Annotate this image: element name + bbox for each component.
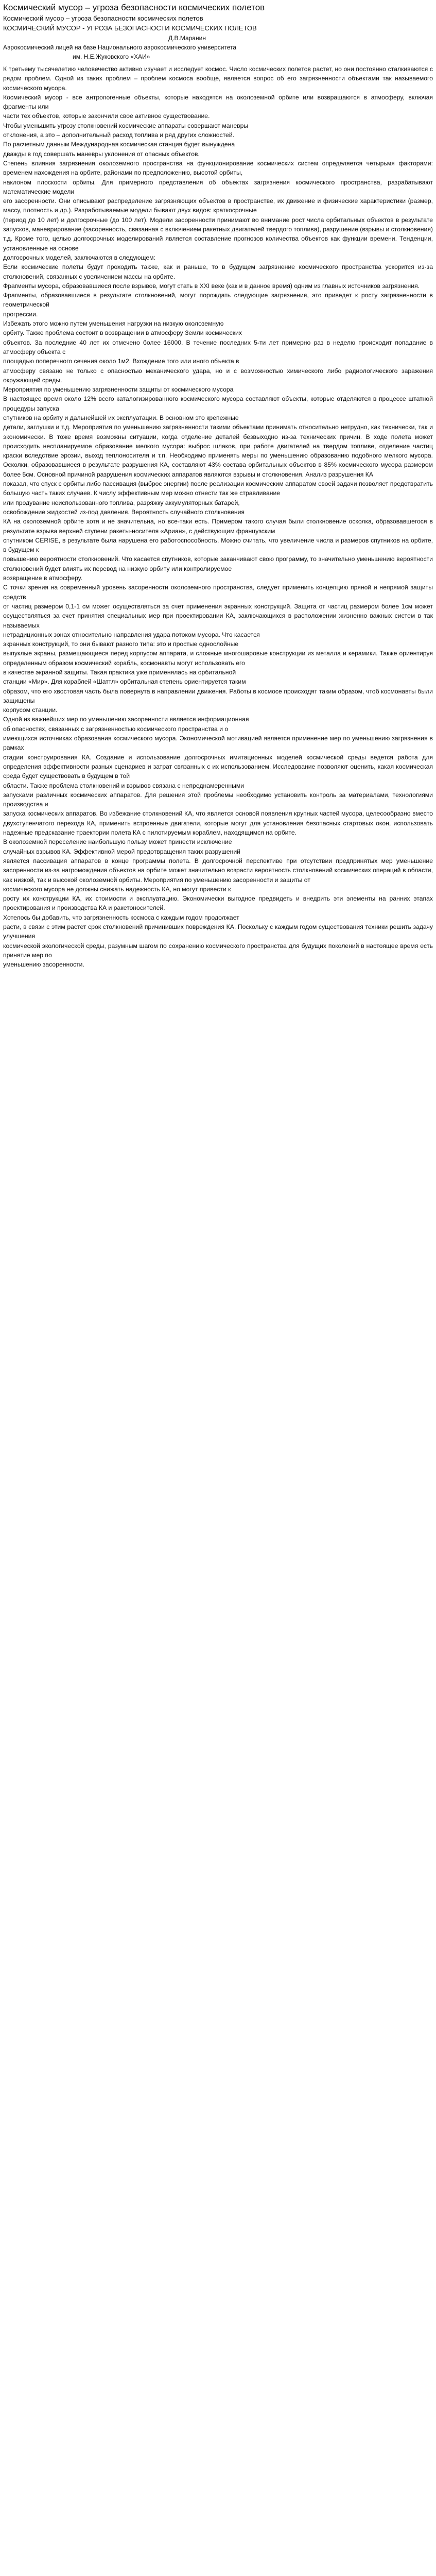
body-paragraph: запусками различных космических аппаратов. Для решения этой проблемы необходимо установить контроль за материалами, технологиями производства и — [3, 791, 433, 808]
body-paragraph: в качестве экранной защиты. Такая практика уже применялась на орбитальной — [3, 669, 236, 676]
body-paragraph: дважды в год совершать маневры уклонения от опасных объектов. — [3, 150, 200, 158]
body-paragraph: или продувание неиспользованного топлива, разряжку аккумуляторных батарей, — [3, 499, 240, 506]
body-paragraph: возвращение в атмосферу. — [3, 574, 82, 582]
body-paragraph: части тех объектов, которые закончили свое активное существование. — [3, 112, 210, 120]
body-paragraph: экранных конструкций, то они бывают разного типа: это и простые однослойные — [3, 640, 239, 648]
body-paragraph: выпуклые экраны, размещающиеся перед корпусом аппарата, и сложные многошаровые конструкции из металла и керамики. Также ориентируя определенным образом космический корабль, космонавты могут использовать его — [3, 650, 433, 667]
body-paragraph: случайных взрывов КА. Эффективной мерой предотвращения таких разрушений — [3, 848, 240, 855]
page-title: Космический мусор – угроза безопасности космических полетов — [3, 3, 265, 12]
body-paragraph: об опасностях, связанных с загрязненностью космического пространства и о — [3, 725, 229, 733]
body-paragraph: детали, заглушки и т.д. Мероприятия по уменьшению загрязненности такими объектами принимать относительно нетрудно, как технически, так и экономически. В тоже время возможны ситуации, когда отделение деталей безвыходно из-за технических причин. В ходе полета может происходить неспланируемое образование мелкого мусора: выброс шлаков, при работе двигателей на твердом топливе, отделение частиц краски вследствие эрозии, выход теплоносителя и т.п. Необходимо применять меры по уменьшению образованию подобного мелкого мусора. Осколки, образовавшиеся в результате разрушения КА, составляют 43% состава орбитальных объектов в 85% космического мусора размером более 5см. Основной причиной разрушения космических аппаратов являются взрывы и столкновения. Анализ разрушения КА — [3, 423, 433, 478]
body-paragraph: По расчетным данным Международная космическая станция будет вынуждена — [3, 141, 235, 148]
body-paragraph: В настоящее время около 12% всего каталогизированного космического мусора составляют объекты, которые отделяются в процессе штатной процедуры запуска — [3, 395, 433, 412]
body-paragraph: освобождение жидкостей из-под давления. Вероятность случайного столкновения — [3, 508, 245, 516]
body-paragraph: расти, в связи с этим растет срок столкновений причинивших повреждения КА. Поскольку с каждым годом существования техники решить задачу улучшения — [3, 923, 433, 940]
body-paragraph: от частиц размером 0,1-1 см может осуществляться за счет применения экранных конструкций. Защита от частиц размером более 1см может осуществляться за счет принятия специальных мер при проектировании КА, заключающихся в расположении жизненно важных систем в так называемых — [3, 602, 433, 629]
body-paragraph: наклоном плоскости орбиты. Для примерного представления об объектах загрязнения космического пространства, разрабатывают математические модели — [3, 178, 433, 195]
body-paragraph: Если космические полеты будут проходить также, как и раньше, то в будущем загрязнение космического пространства ускорится из-за столкновений, связанных с увеличением массы на орбите. — [3, 263, 433, 280]
body-paragraph: С точки зрения на современный уровень засоренности околоземного пространства, следует применить концепцию пряной и непрямой защиты средств — [3, 584, 433, 601]
body-paragraph: КА на околоземной орбите хотя и не значительна, но все-таки есть. Примером такого случая были столкновение осколка, образовавшегося в результате взрыва верхней ступени ракеты-носителя «Ариан», с действующим французским — [3, 518, 433, 535]
body-paragraph: спутников на орбиту и дальнейшей их эксплуатации. В основном это крепежные — [3, 414, 239, 421]
body-paragraph: запуска космических аппаратов. Во избежание столкновений КА, что является основой появления крупных частей мусора, целесообразно вместо двухступенчатого перехода КА, применить встроенные двигатели, которые могут для установления безопасных стартовых окон, использовать надежные предсказание траектории полета КА с пилотируемым кораблем, находящимся на орбите. — [3, 810, 433, 837]
body-paragraph: спутником CERISE, в результате была нарушена его работоспособность. Можно считать, что увеличение числа и размеров спутников на орбите, в будущем к — [3, 536, 433, 554]
body-paragraph: В околоземной переселение наибольшую пользу может принести исключение — [3, 838, 232, 846]
body-paragraph: его засоренности. Они описывают распределение загрязняющих объектов в пространстве, их движение и физические характеристики (размер, массу, плотность и др.). Разработываемые модели бывают двух видов: краткосрочные — [3, 197, 433, 214]
body-paragraph: космического мусора не должны снижать надежность КА, но могут привести к — [3, 885, 231, 893]
body-paragraph: Мероприятия по уменьшению загрязненности защиты от космического мусора — [3, 386, 234, 394]
body-paragraph: К третьему тысячелетию человечество активно изучает и исследует космос. Число космических полетов растет, но они постоянно сталкиваются с рядом проблем. Одной из таких проблем – проблем космоса вообще, является вопрос об его загрязненности объектами так называемого космического мусора. — [3, 65, 433, 92]
body-paragraph: Хотелось бы добавить, что загрязненность космоса с каждым годом продолжает — [3, 913, 239, 921]
body-paragraph: имеющихся источниках образования космического мусора. Экономической мотивацией является применение мер по уменьшению загрязнения в рамках — [3, 735, 433, 752]
body-paragraph: площадью поперечного сечения около 1м2. Вхождение того или иного объекта в — [3, 358, 239, 365]
body-paragraph: Космический мусор - все антропогенные объекты, которые находятся на околоземной орбите или возвращаются в атмосферу, включая фрагменты или — [3, 93, 433, 111]
body-paragraph: образом, что его хвостовая часть была повернута в направлении движения. Работы в космосе происходят таким образом, чтоб космонавты были защищены — [3, 687, 433, 704]
body-paragraph: станции «Мир». Для кораблей «Шаттл» орбитальная степень ориентируется таким — [3, 678, 246, 686]
author-name: Д.В.Маранин — [168, 35, 206, 42]
body-paragraph: корпусом станции. — [3, 706, 58, 714]
body-paragraph: повышению вероятности столкновений. Что касается спутников, которые заканчивают свою программу, то значительно уменьшению вероятности столкновений будет влиять их перевод на низкую орбиту или контролируемое — [3, 555, 433, 572]
body-paragraph: является пассивация аппаратов в конце программы полета. В долгосрочной перспективе при отсутствии предпринятых мер уменьшение засоренности из-за нагромождения объектов на орбите может значительно возрасти вероятность столкновений космических операций в области, как низкой, так и высокой околоземной орбиты. Мероприятия по уменьшению засоренности и защиты от — [3, 857, 433, 884]
author-institution: им. Н.Е.Жуковского «ХАИ» — [73, 53, 150, 60]
body-paragraph: космической экологической среды, разумным шагом по сохранению космического пространства для будущих поколений в настоящее время есть принятие мер по — [3, 942, 433, 959]
body-paragraph: орбиту. Также проблема состоит в возвращении в атмосферу Земли космических — [3, 329, 242, 337]
body-paragraph: стадии конструирования КА. Создание и использование долгосрочных имитационных моделей космической среды ведется работа для определения эффективности разных сценариев и затрат связанных с их использованием. Исследование позволяют оценить, какая космическая среда будет существовать в будущем в той — [3, 753, 433, 780]
body-paragraph: Фрагменты, образовавшиеся в результате столкновений, могут порождать следующие загрязнения, это приведет к росту загрязненности в геометрической — [3, 292, 433, 309]
document-subtitle: Космический мусор – угроза безопасности космических полетов — [3, 14, 203, 22]
document-body — [3, 64, 433, 970]
body-paragraph: отклонения, а это – дополнительный расход топлива и ряд других сложностей. — [3, 131, 235, 139]
body-paragraph: объектов. За последние 40 лет их отмечено более 16000. В течение последних 5-ти лет примерно раз в неделю происходит попадание в атмосферу объекта с — [3, 338, 433, 355]
body-paragraph: Степень влияния загрязнения околоземного пространства на функционирование космических систем определяется четырьмя факторами: временем нахождения на орбите, районами по предположению, высотой орбиты, — [3, 159, 433, 177]
body-paragraph: долгосрочных моделей, заключаются в следующем: — [3, 253, 155, 261]
body-paragraph: области. Также проблема столкновений и взрывов связана с непреднамеренными — [3, 782, 245, 789]
body-paragraph: (период до 10 лет) и долгосрочные (до 100 лет). Модели засоренности принимают во внимание рост числа орбитальных объектов в результате запусков, маневрирование (засоренность, связанная с включением ракетных двигателей твердого топлива), разрушение (взрывы и столкновения) т.д. Кроме того, целью долгосрочных моделирований является составление прогнозов количества объектов как функции времени. Тенденции, установленные на основе — [3, 216, 433, 252]
author-affiliation: Аэрокосмический лицей на базе Национального аэрокосмического университета — [3, 44, 237, 51]
body-paragraph: росту их конструкции КА, их стоимости и эксплуатацию. Экономически выгодное предвидеть и внедрить эти элементы на ранних этапах проектирования и производства КА и ракетоносителей. — [3, 895, 433, 912]
body-paragraph: прогрессии. — [3, 310, 38, 318]
body-paragraph: Избежать этого можно путем уменьшения нагрузки на низкую околоземную — [3, 320, 224, 328]
body-paragraph: показал, что спуск с орбиты либо пассивация (выброс энергии) после реализации космическим аппаратом своей задачи позволяет предотвратить большую часть таких случаев. К числу эффективным мер можно отнести так же стравливание — [3, 480, 433, 497]
body-paragraph: уменьшению засоренности. — [3, 961, 84, 969]
body-paragraph: Одной из важнейших мер по уменьшению засоренности является информационная — [3, 716, 249, 723]
body-paragraph: Фрагменты мусора, образовавшиеся после взрывов, могут стать в XXI веке (как и в данное время) одним из главных источников загрязнения. — [3, 282, 420, 290]
body-paragraph: Чтобы уменьшить угрозу столкновений космические аппараты совершают маневры — [3, 122, 249, 129]
body-paragraph: атмосферу связано не только с опасностью механического удара, но и с возможностью химического либо радиологического заражения окружающей среды. — [3, 367, 433, 384]
body-paragraph: нетрадиционных зонах относительно направления удара потоком мусора. Что касается — [3, 631, 260, 638]
document-subtitle-caps: КОСМИЧЕСКИЙ МУСОР - УГРОЗА БЕЗОПАСНОСТИ КОСМИЧЕСКИХ ПОЛЕТОВ — [3, 24, 257, 32]
